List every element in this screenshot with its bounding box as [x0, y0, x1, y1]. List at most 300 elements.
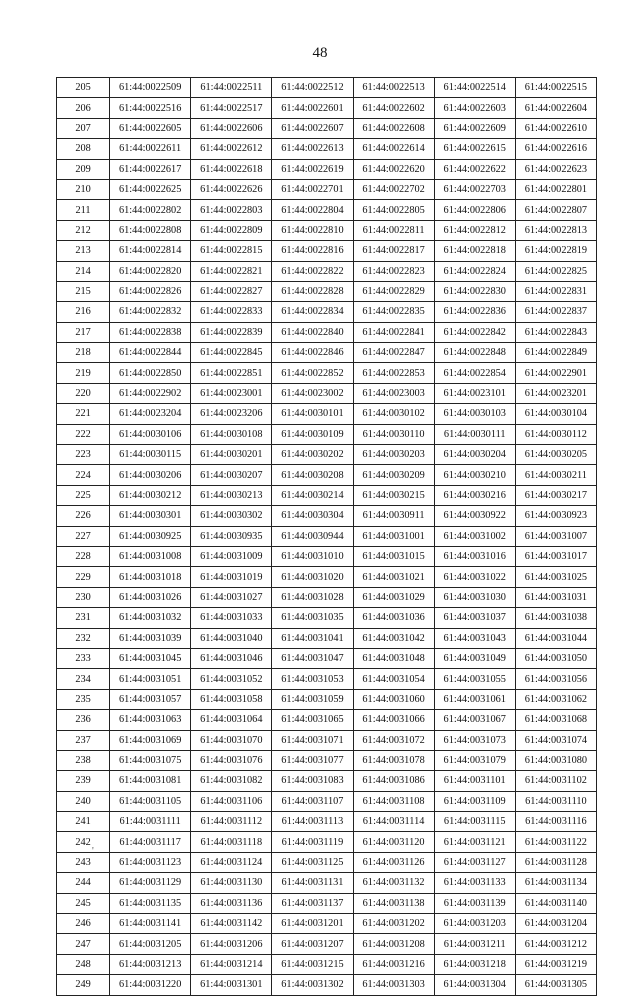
table-row [57, 506, 597, 526]
cadastral-number-cell: 61:44:0022516 [110, 98, 191, 118]
cadastral-number-cell: 61:44:0031061 [434, 689, 515, 709]
row-number-cell: 232 [57, 628, 110, 648]
cadastral-number-cell: 61:44:0031108 [353, 791, 434, 811]
cadastral-number-cell: 61:44:0031131 [272, 873, 353, 893]
cadastral-number-cell: 61:44:0031058 [191, 689, 272, 709]
cadastral-number-cell: 61:44:0031043 [434, 628, 515, 648]
table-row [57, 465, 597, 485]
cadastral-number-cell: 61:44:0030204 [434, 445, 515, 465]
cadastral-number-cell: 61:44:0031081 [110, 771, 191, 791]
cadastral-number-cell: 61:44:0031049 [434, 648, 515, 668]
cadastral-number-cell: 61:44:0030213 [191, 485, 272, 505]
cadastral-number-cell: 61:44:0031080 [515, 750, 596, 770]
cadastral-number-cell: 61:44:0030215 [353, 485, 434, 505]
cadastral-number-cell: 61:44:0031007 [515, 526, 596, 546]
cadastral-number-cell: 61:44:0022602 [353, 98, 434, 118]
cadastral-number-cell: 61:44:0022813 [515, 220, 596, 240]
cadastral-number-cell: 61:44:0031008 [110, 546, 191, 566]
table-row [57, 159, 597, 179]
cadastral-number-cell: 61:44:0031120 [353, 832, 434, 852]
table-row [57, 445, 597, 465]
cadastral-number-cell: 61:44:0023001 [191, 383, 272, 403]
cadastral-number-cell: 61:44:0022623 [515, 159, 596, 179]
table-row [57, 832, 597, 852]
row-number-cell: 246 [57, 914, 110, 934]
cadastral-number-cell: 61:44:0031035 [272, 608, 353, 628]
cadastral-number-cell: 61:44:0030206 [110, 465, 191, 485]
row-number-cell: 210 [57, 179, 110, 199]
cadastral-number-cell: 61:44:0031074 [515, 730, 596, 750]
cadastral-number-cell: 61:44:0031212 [515, 934, 596, 954]
row-number-cell: 221 [57, 404, 110, 424]
cadastral-number-cell: 61:44:0022847 [353, 343, 434, 363]
cadastral-number-cell: 61:44:0031142 [191, 914, 272, 934]
cadastral-number-cell: 61:44:0031121 [434, 832, 515, 852]
cadastral-number-cell: 61:44:0031203 [434, 914, 515, 934]
cadastral-number-cell: 61:44:0031140 [515, 893, 596, 913]
cadastral-number-cell: 61:44:0030214 [272, 485, 353, 505]
cadastral-number-cell: 61:44:0031130 [191, 873, 272, 893]
cadastral-number-cell: 61:44:0031219 [515, 954, 596, 974]
cadastral-number-cell: 61:44:0030209 [353, 465, 434, 485]
row-number-cell: 206 [57, 98, 110, 118]
cadastral-number-cell: 61:44:0031036 [353, 608, 434, 628]
row-number-cell: 249 [57, 975, 110, 995]
cadastral-number-cell: 61:44:0030109 [272, 424, 353, 444]
cadastral-number-cell: 61:44:0030102 [353, 404, 434, 424]
cadastral-number-cell: 61:44:0031032 [110, 608, 191, 628]
cadastral-number-cell: 61:44:0031129 [110, 873, 191, 893]
cadastral-number-cell: 61:44:0022823 [353, 261, 434, 281]
cadastral-number-cell: 61:44:0022839 [191, 322, 272, 342]
cadastral-number-cell: 61:44:0031102 [515, 771, 596, 791]
row-number-cell: 237 [57, 730, 110, 750]
table-row [57, 281, 597, 301]
cadastral-number-cell: 61:44:0030101 [272, 404, 353, 424]
cadastral-number-cell: 61:44:0022825 [515, 261, 596, 281]
table-row [57, 954, 597, 974]
cadastral-number-cell: 61:44:0022625 [110, 179, 191, 199]
row-number-cell: 238 [57, 750, 110, 770]
table-row [57, 975, 597, 995]
cadastral-number-cell: 61:44:0031025 [515, 567, 596, 587]
cadastral-number-cell: 61:44:0022808 [110, 220, 191, 240]
cadastral-number-cell: 61:44:0031139 [434, 893, 515, 913]
cadastral-number-cell: 61:44:0031060 [353, 689, 434, 709]
cadastral-number-cell: 61:44:0030104 [515, 404, 596, 424]
table-row [57, 628, 597, 648]
row-number-cell: 205 [57, 78, 110, 98]
cadastral-number-cell: 61:44:0022514 [434, 78, 515, 98]
cadastral-number-cell: 61:44:0022821 [191, 261, 272, 281]
cadastral-number-cell: 61:44:0023206 [191, 404, 272, 424]
row-number-cell: 219 [57, 363, 110, 383]
cadastral-number-cell: 61:44:0022832 [110, 302, 191, 322]
row-number-cell: 241 [57, 812, 110, 832]
row-number-cell: 236 [57, 710, 110, 730]
table-row [57, 139, 597, 159]
cadastral-number-cell: 61:44:0022608 [353, 118, 434, 138]
cadastral-number-cell: 61:44:0022828 [272, 281, 353, 301]
row-number-cell: 225 [57, 485, 110, 505]
table-row [57, 302, 597, 322]
cadastral-number-cell: 61:44:0031015 [353, 546, 434, 566]
cadastral-number-cell: 61:44:0031215 [272, 954, 353, 974]
cadastral-number-cell: 61:44:0031037 [434, 608, 515, 628]
cadastral-number-cell: 61:44:0022609 [434, 118, 515, 138]
cadastral-number-cell: 61:44:0022820 [110, 261, 191, 281]
cadastral-number-cell: 61:44:0022851 [191, 363, 272, 383]
cadastral-number-cell: 61:44:0031022 [434, 567, 515, 587]
cadastral-number-cell: 61:44:0031076 [191, 750, 272, 770]
cadastral-number-cell: 61:44:0031117 [110, 832, 191, 852]
cadastral-number-cell: 61:44:0022849 [515, 343, 596, 363]
cadastral-number-cell: 61:44:0030203 [353, 445, 434, 465]
cadastral-number-cell: 61:44:0031027 [191, 587, 272, 607]
table-row [57, 587, 597, 607]
table-row [57, 873, 597, 893]
cadastral-number-cell: 61:44:0022512 [272, 78, 353, 98]
cadastral-number-cell: 61:44:0022702 [353, 179, 434, 199]
cadastral-number-cell: 61:44:0022840 [272, 322, 353, 342]
cadastral-number-cell: 61:44:0030211 [515, 465, 596, 485]
cadastral-number-cell: 61:44:0022620 [353, 159, 434, 179]
row-number-cell: 240 [57, 791, 110, 811]
row-number-cell: 212 [57, 220, 110, 240]
cadastral-number-cell: 61:44:0031206 [191, 934, 272, 954]
cadastral-number-cell: 61:44:0031113 [272, 812, 353, 832]
cadastral-number-cell: 61:44:0031026 [110, 587, 191, 607]
cadastral-number-cell: 61:44:0030205 [515, 445, 596, 465]
cadastral-number-cell: 61:44:0031135 [110, 893, 191, 913]
cadastral-number-cell: 61:44:0022816 [272, 241, 353, 261]
cadastral-number-cell: 61:44:0031040 [191, 628, 272, 648]
cadastral-number-cell: 61:44:0031107 [272, 791, 353, 811]
row-number-cell: 222 [57, 424, 110, 444]
cadastral-number-cell: 61:44:0023002 [272, 383, 353, 403]
cadastral-number-cell: 61:44:0031136 [191, 893, 272, 913]
table-row [57, 241, 597, 261]
cadastral-number-cell: 61:44:0031038 [515, 608, 596, 628]
cadastral-number-cell: 61:44:0022845 [191, 343, 272, 363]
cadastral-number-cell: 61:44:0031059 [272, 689, 353, 709]
row-number-cell: 215 [57, 281, 110, 301]
cadastral-number-cell: 61:44:0031057 [110, 689, 191, 709]
page-number: 48 [312, 45, 328, 61]
cadastral-number-cell: 61:44:0022811 [353, 220, 434, 240]
table-row [57, 179, 597, 199]
table-row [57, 812, 597, 832]
cadastral-number-cell: 61:44:0031213 [110, 954, 191, 974]
cadastral-number-cell: 61:44:0031134 [515, 873, 596, 893]
row-number-cell: 239 [57, 771, 110, 791]
cadastral-number-cell: 61:44:0023201 [515, 383, 596, 403]
cadastral-number-cell: 61:44:0031031 [515, 587, 596, 607]
table-row [57, 220, 597, 240]
table-row [57, 852, 597, 872]
cadastral-number-cell: 61:44:0031046 [191, 648, 272, 668]
cadastral-number-cell: 61:44:0031062 [515, 689, 596, 709]
cadastral-number-cell: 61:44:0022829 [353, 281, 434, 301]
row-number-cell: 211 [57, 200, 110, 220]
cadastral-number-cell: 61:44:0022509 [110, 78, 191, 98]
cadastral-number-cell: 61:44:0022805 [353, 200, 434, 220]
cadastral-number-cell: 61:44:0031082 [191, 771, 272, 791]
cadastral-number-cell: 61:44:0030208 [272, 465, 353, 485]
cadastral-number-cell: 61:44:0031128 [515, 852, 596, 872]
cadastral-number-cell: 61:44:0031126 [353, 852, 434, 872]
cadastral-number-cell: 61:44:0031065 [272, 710, 353, 730]
cadastral-number-cell: 61:44:0031106 [191, 791, 272, 811]
row-number-cell: 234 [57, 669, 110, 689]
cadastral-number-cell: 61:44:0022842 [434, 322, 515, 342]
cadastral-number-cell: 61:44:0031132 [353, 873, 434, 893]
cadastral-number-cell: 61:44:0022619 [272, 159, 353, 179]
table-row [57, 750, 597, 770]
cadastral-number-cell: 61:44:0022844 [110, 343, 191, 363]
row-number-cell: 214 [57, 261, 110, 281]
row-number-cell: 242 [57, 832, 110, 852]
row-number-cell: 217 [57, 322, 110, 342]
cadastral-number-cell: 61:44:0030111 [434, 424, 515, 444]
cadastral-number-cell: 61:44:0022834 [272, 302, 353, 322]
cadastral-number-cell: 61:44:0031122 [515, 832, 596, 852]
cadastral-number-cell: 61:44:0031123 [110, 852, 191, 872]
cadastral-number-cell: 61:44:0022618 [191, 159, 272, 179]
cadastral-number-cell: 61:44:0031141 [110, 914, 191, 934]
cadastral-number-cell: 61:44:0022807 [515, 200, 596, 220]
cadastral-number-cell: 61:44:0031063 [110, 710, 191, 730]
cadastral-number-cell: 61:44:0022833 [191, 302, 272, 322]
cadastral-number-cell: 61:44:0031110 [515, 791, 596, 811]
cadastral-number-cell: 61:44:0031064 [191, 710, 272, 730]
cadastral-number-cell: 61:44:0030108 [191, 424, 272, 444]
cadastral-number-cell: 61:44:0031303 [353, 975, 434, 995]
row-number-cell: 229 [57, 567, 110, 587]
cadastral-number-cell: 61:44:0022835 [353, 302, 434, 322]
row-number-cell: 208 [57, 139, 110, 159]
row-number-cell: 209 [57, 159, 110, 179]
cadastral-number-cell: 61:44:0030944 [272, 526, 353, 546]
cadastral-number-cell: 61:44:0031114 [353, 812, 434, 832]
cadastral-number-cell: 61:44:0031041 [272, 628, 353, 648]
cadastral-number-cell: 61:44:0030201 [191, 445, 272, 465]
cadastral-number-cell: 61:44:0030923 [515, 506, 596, 526]
cadastral-number-cell: 61:44:0022511 [191, 78, 272, 98]
cadastral-number-cell: 61:44:0022822 [272, 261, 353, 281]
row-number-cell: 218 [57, 343, 110, 363]
cadastral-number-cell: 61:44:0031112 [191, 812, 272, 832]
cadastral-number-cell: 61:44:0031070 [191, 730, 272, 750]
cadastral-number-cell: 61:44:0030207 [191, 465, 272, 485]
cadastral-number-cell: 61:44:0022804 [272, 200, 353, 220]
cadastral-number-cell: 61:44:0031075 [110, 750, 191, 770]
cadastral-number-cell: 61:44:0031051 [110, 669, 191, 689]
cadastral-number-cell: 61:44:0023204 [110, 404, 191, 424]
cadastral-number-cell: 61:44:0031124 [191, 852, 272, 872]
cadastral-number-cell: 61:44:0031047 [272, 648, 353, 668]
cadastral-number-cell: 61:44:0022802 [110, 200, 191, 220]
cadastral-number-cell: 61:44:0022806 [434, 200, 515, 220]
cadastral-number-cell: 61:44:0022606 [191, 118, 272, 138]
cadastral-number-cell: 61:44:0022612 [191, 139, 272, 159]
cadastral-number-cell: 61:44:0022605 [110, 118, 191, 138]
cadastral-number-cell: 61:44:0022614 [353, 139, 434, 159]
cadastral-number-cell: 61:44:0031042 [353, 628, 434, 648]
cadastral-number-cell: 61:44:0022803 [191, 200, 272, 220]
cadastral-number-cell: 61:44:0031305 [515, 975, 596, 995]
cadastral-number-cell: 61:44:0031302 [272, 975, 353, 995]
cadastral-number-cell: 61:44:0022809 [191, 220, 272, 240]
table-row [57, 322, 597, 342]
cadastral-number-cell: 61:44:0031050 [515, 648, 596, 668]
cadastral-number-cell: 61:44:0030922 [434, 506, 515, 526]
cadastral-number-cell: 61:44:0022622 [434, 159, 515, 179]
table-row [57, 710, 597, 730]
cadastral-number-cell: 61:44:0031116 [515, 812, 596, 832]
table-row [57, 200, 597, 220]
row-number-cell: 245 [57, 893, 110, 913]
table-row [57, 914, 597, 934]
table-row [57, 424, 597, 444]
cadastral-number-cell: 61:44:0031029 [353, 587, 434, 607]
cadastral-number-cell: 61:44:0031079 [434, 750, 515, 770]
cadastral-number-cell: 61:44:0031002 [434, 526, 515, 546]
cadastral-number-cell: 61:44:0022902 [110, 383, 191, 403]
cadastral-number-cell: 61:44:0031072 [353, 730, 434, 750]
row-number-cell: 244 [57, 873, 110, 893]
cadastral-number-cell: 61:44:0031033 [191, 608, 272, 628]
cadastral-number-cell: 61:44:0022817 [353, 241, 434, 261]
row-number-cell: 248 [57, 954, 110, 974]
cadastral-number-cell: 61:44:0022801 [515, 179, 596, 199]
table-row [57, 893, 597, 913]
cadastral-number-cell: 61:44:0031001 [353, 526, 434, 546]
cadastral-number-cell: 61:44:0031138 [353, 893, 434, 913]
table-row [57, 118, 597, 138]
cadastral-number-cell: 61:44:0022604 [515, 98, 596, 118]
cadastral-number-cell: 61:44:0031067 [434, 710, 515, 730]
cadastral-number-cell: 61:44:0031078 [353, 750, 434, 770]
cadastral-number-cell: 61:44:0031127 [434, 852, 515, 872]
cadastral-number-cell: 61:44:0022848 [434, 343, 515, 363]
table-row [57, 485, 597, 505]
table-row [57, 669, 597, 689]
cadastral-number-cell: 61:44:0031218 [434, 954, 515, 974]
cadastral-number-cell: 61:44:0031111 [110, 812, 191, 832]
row-number-cell: 216 [57, 302, 110, 322]
cadastral-number-cell: 61:44:0030110 [353, 424, 434, 444]
cadastral-number-cell: 61:44:0022703 [434, 179, 515, 199]
cadastral-number-cell: 61:44:0031010 [272, 546, 353, 566]
cadastral-number-cell: 61:44:0031304 [434, 975, 515, 995]
cadastral-number-cell: 61:44:0030106 [110, 424, 191, 444]
table-row [57, 689, 597, 709]
row-number-cell: 224 [57, 465, 110, 485]
cadastral-number-cell: 61:44:0030935 [191, 526, 272, 546]
cadastral-number-cell: 61:44:0022830 [434, 281, 515, 301]
cadastral-number-cell: 61:44:0031009 [191, 546, 272, 566]
table-row [57, 343, 597, 363]
row-number-cell: 220 [57, 383, 110, 403]
row-number-cell: 230 [57, 587, 110, 607]
cadastral-number-cell: 61:44:0031019 [191, 567, 272, 587]
cadastral-number-cell: 61:44:0022824 [434, 261, 515, 281]
cadastral-number-cell: 61:44:0022838 [110, 322, 191, 342]
cadastral-number-cell: 61:44:0031056 [515, 669, 596, 689]
cadastral-number-cell: 61:44:0022826 [110, 281, 191, 301]
cadastral-number-cell: 61:44:0022814 [110, 241, 191, 261]
table-row [57, 546, 597, 566]
cadastral-number-cell: 61:44:0031133 [434, 873, 515, 893]
table-row [57, 567, 597, 587]
cadastral-number-cell: 61:44:0031208 [353, 934, 434, 954]
cadastral-number-cell: 61:44:0031044 [515, 628, 596, 648]
cadastral-number-cell: 61:44:0030217 [515, 485, 596, 505]
cadastral-number-cell: 61:44:0030212 [110, 485, 191, 505]
cadastral-number-cell: 61:44:0031028 [272, 587, 353, 607]
cadastral-number-cell: 61:44:0022852 [272, 363, 353, 383]
cadastral-number-cell: 61:44:0022836 [434, 302, 515, 322]
cadastral-number-cell: 61:44:0031137 [272, 893, 353, 913]
cadastral-number-cell: 61:44:0031201 [272, 914, 353, 934]
cadastral-number-cell: 61:44:0030925 [110, 526, 191, 546]
table-row [57, 791, 597, 811]
cadastral-number-cell: 61:44:0030112 [515, 424, 596, 444]
row-number-cell: 231 [57, 608, 110, 628]
table-row [57, 98, 597, 118]
table-row [57, 934, 597, 954]
cadastral-number-cell: 61:44:0030302 [191, 506, 272, 526]
table-row [57, 383, 597, 403]
cadastral-number-cell: 61:44:0022810 [272, 220, 353, 240]
cadastral-number-cell: 61:44:0022515 [515, 78, 596, 98]
cadastral-number-cell: 61:44:0031016 [434, 546, 515, 566]
cadastral-number-cell: 61:44:0022843 [515, 322, 596, 342]
cadastral-number-cell: 61:44:0022701 [272, 179, 353, 199]
cadastral-number-cell: 61:44:0031048 [353, 648, 434, 668]
cadastral-number-cell: 61:44:0031055 [434, 669, 515, 689]
cadastral-number-cell: 61:44:0022815 [191, 241, 272, 261]
table-row [57, 526, 597, 546]
row-number-cell: 235 [57, 689, 110, 709]
table-row [57, 771, 597, 791]
cadastral-number-cell: 61:44:0022603 [434, 98, 515, 118]
cadastral-number-cell: 61:44:0030304 [272, 506, 353, 526]
row-number-cell: 228 [57, 546, 110, 566]
cadastral-number-cell: 61:44:0022607 [272, 118, 353, 138]
cadastral-number-cell: 61:44:0030115 [110, 445, 191, 465]
cadastral-number-cell: 61:44:0022812 [434, 220, 515, 240]
cadastral-number-cell: 61:44:0031017 [515, 546, 596, 566]
row-number-cell: 207 [57, 118, 110, 138]
cadastral-number-cell: 61:44:0031125 [272, 852, 353, 872]
table-row [57, 404, 597, 424]
row-number-cell: 223 [57, 445, 110, 465]
cadastral-number-cell: 61:44:0022626 [191, 179, 272, 199]
cadastral-number-cell: 61:44:0031069 [110, 730, 191, 750]
cadastral-number-cell: 61:44:0031119 [272, 832, 353, 852]
row-number-cell: 247 [57, 934, 110, 954]
row-number-cell: 213 [57, 241, 110, 261]
cadastral-number-cell: 61:44:0022517 [191, 98, 272, 118]
cadastral-number-cell: 61:44:0023101 [434, 383, 515, 403]
cadastral-number-cell: 61:44:0031045 [110, 648, 191, 668]
cadastral-number-cell: 61:44:0030301 [110, 506, 191, 526]
cadastral-number-cell: 61:44:0022846 [272, 343, 353, 363]
cadastral-number-cell: 61:44:0031207 [272, 934, 353, 954]
stray-mark: ' [92, 846, 94, 857]
